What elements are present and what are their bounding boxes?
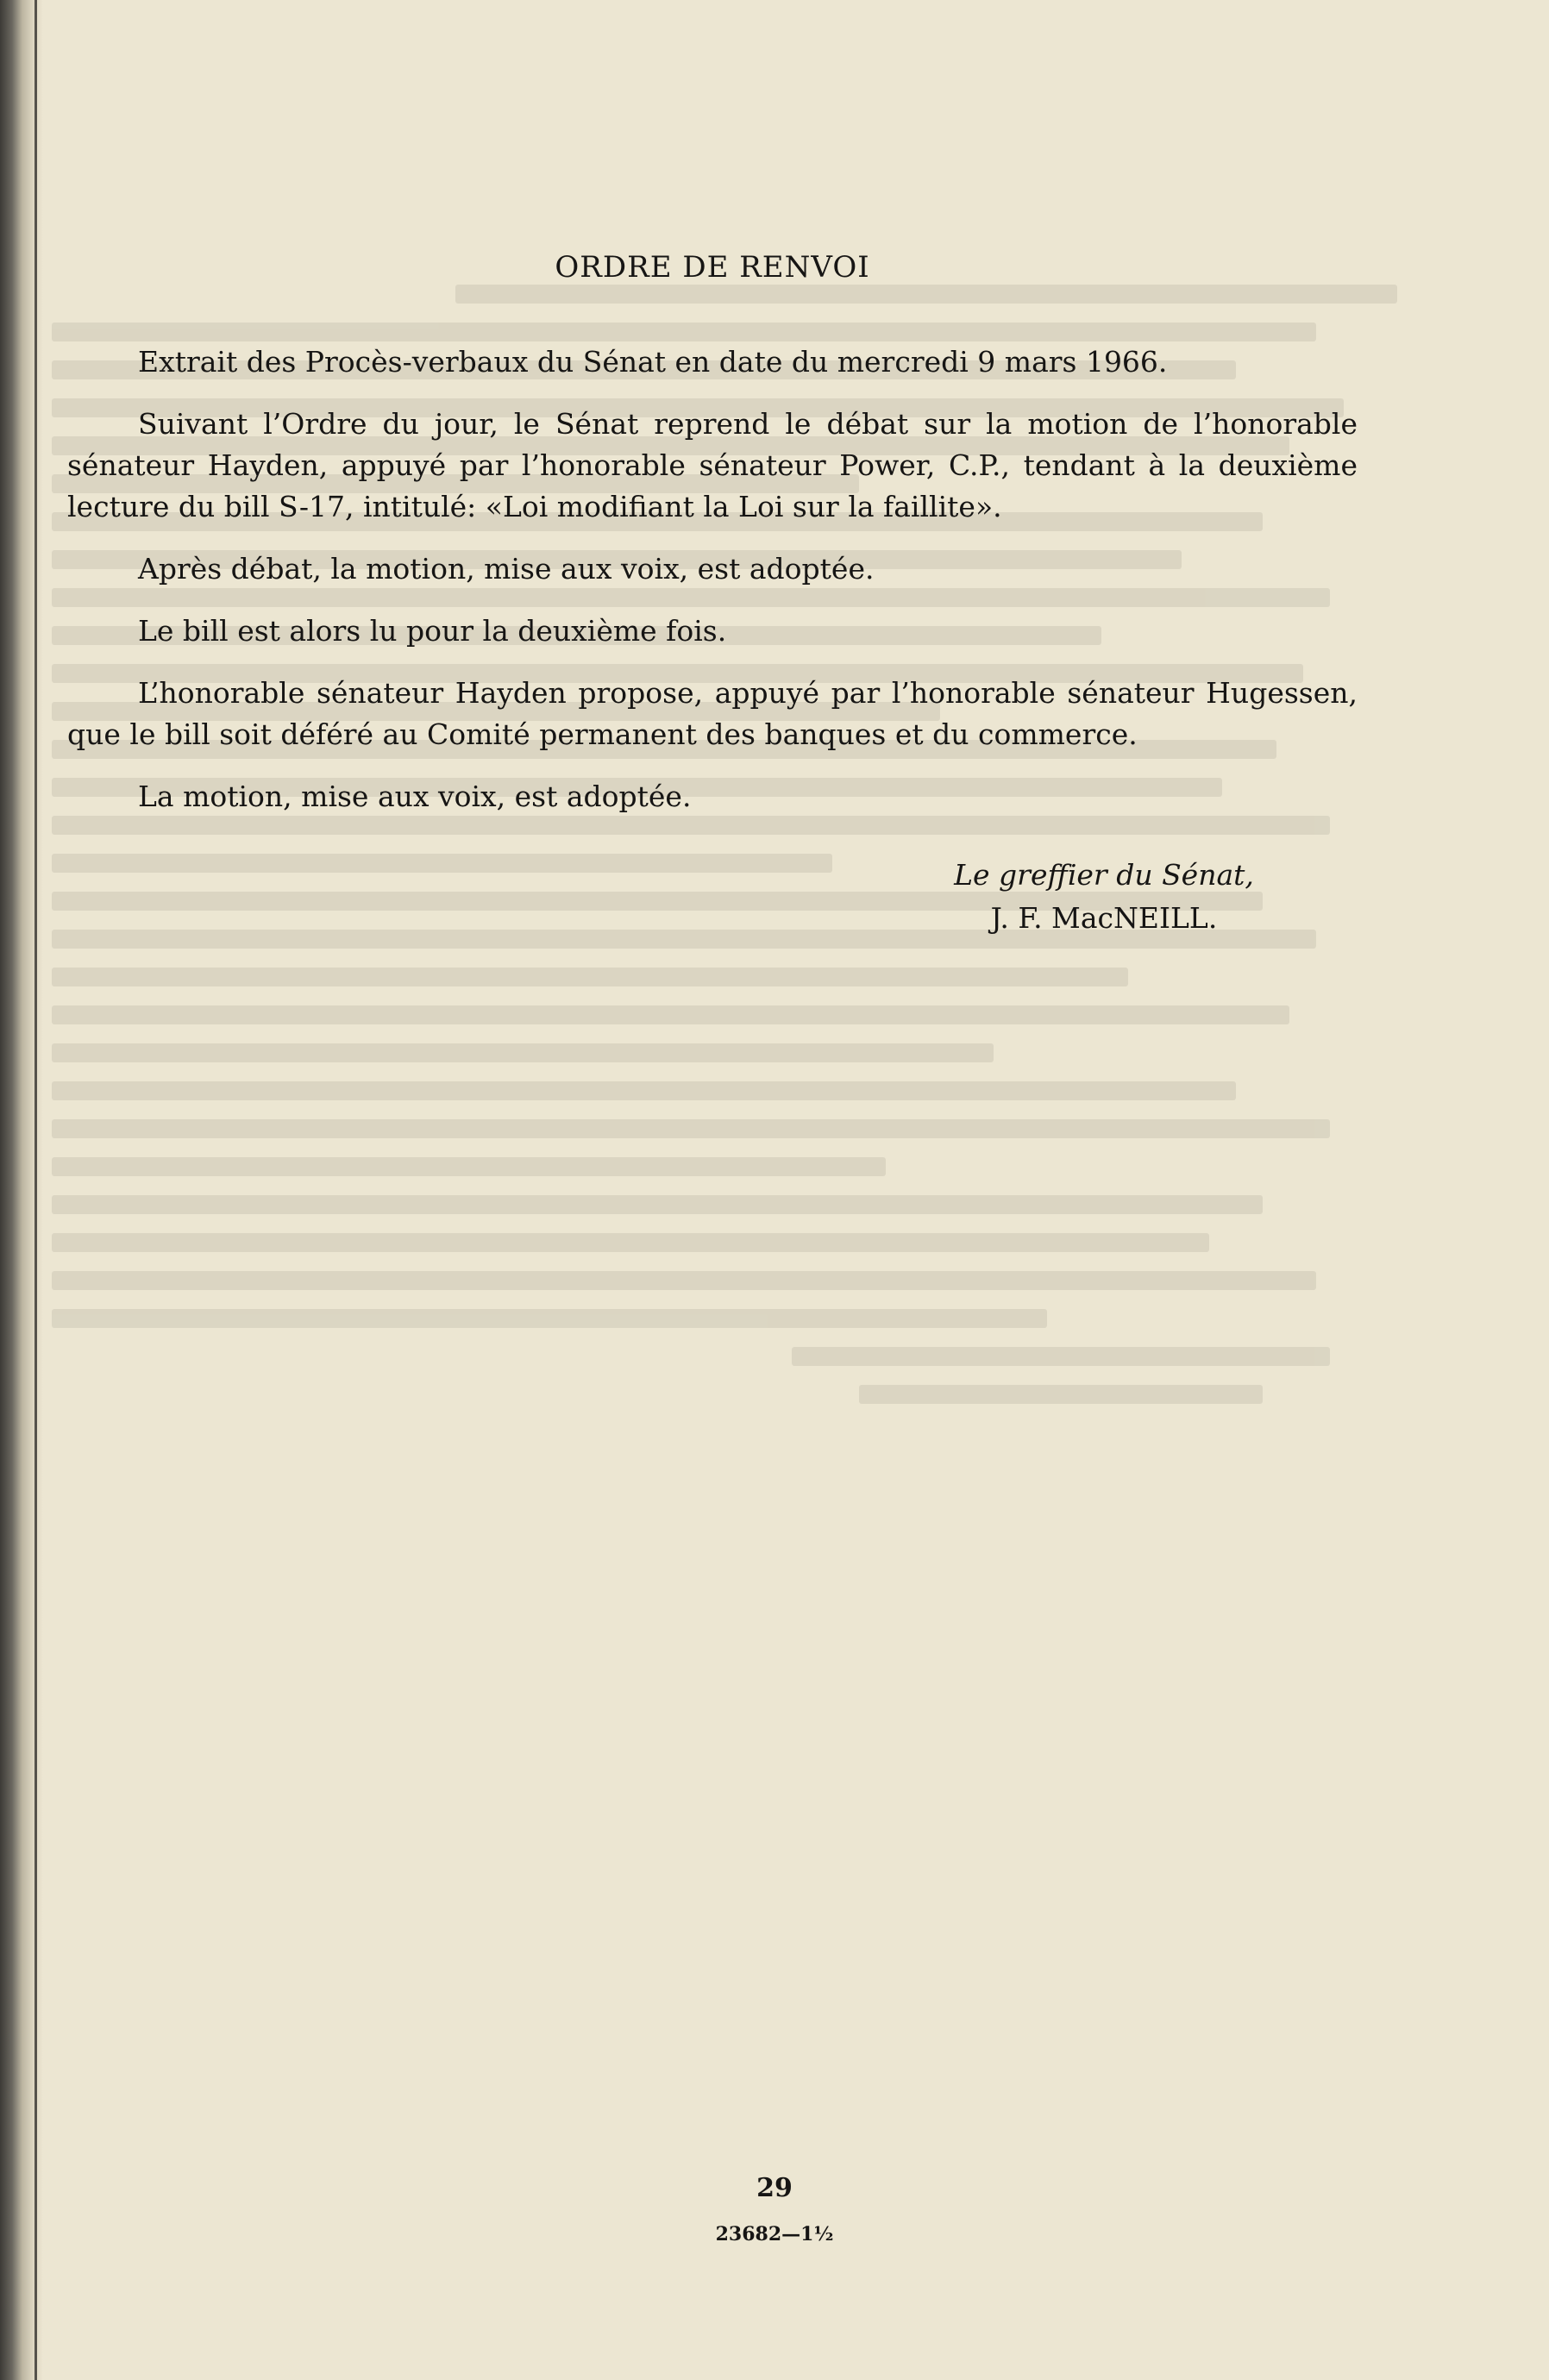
paragraph-adopted: Après débat, la motion, mise aux voix, est adoptée.: [138, 552, 875, 586]
paragraph-second-reading: Le bill est alors lu pour la deuxième fois.: [138, 614, 727, 648]
paragraph-motion-adopted: La motion, mise aux voix, est adoptée.: [138, 780, 692, 813]
paragraph-referral: L’honorable sénateur Hayden propose, appuyé par l’honorable sénateur Hugessen, que le bill soit déféré au Comité permanent des banques et du commerce.: [67, 676, 1358, 751]
document-heading: ORDRE DE RENVOI: [555, 250, 870, 285]
document-body: [67, 250, 1358, 838]
paragraph-motion: Suivant l’Ordre du jour, le Sénat reprend le débat sur la motion de l’honorable sénateur Hayden, appuyé par l’honorable sénateur Power, C.P., tendant à la deuxième lecture du bill S-17, intitulé: «Loi modifiant la Loi sur la faillite».: [67, 407, 1358, 523]
binding-edge-line: [34, 0, 37, 2380]
signature-name: J. F. MacNEILL.: [990, 901, 1218, 935]
page-number: 29: [756, 2173, 793, 2203]
paragraph-extract: Extrait des Procès-verbaux du Sénat en date du mercredi 9 mars 1966.: [138, 345, 1168, 379]
signature-role: Le greffier du Sénat,: [954, 858, 1254, 892]
print-code: 23682—1½: [715, 2223, 834, 2245]
signature-block: [862, 854, 1345, 940]
